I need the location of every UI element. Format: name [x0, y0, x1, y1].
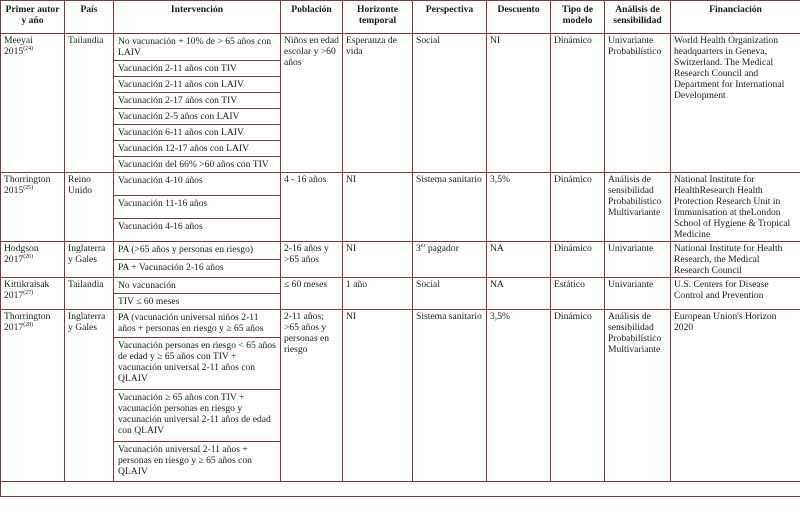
sensitivity-cell: Univariante	[605, 242, 671, 278]
author-year: 2017	[4, 254, 24, 265]
horizon-cell: NI	[343, 310, 413, 482]
header-country: País	[65, 1, 114, 34]
discount-cell: NA	[487, 242, 551, 278]
continuation-cell	[1, 482, 800, 497]
table-row-continuation	[1, 482, 800, 497]
intervention-cell: PA + Vacunación 2-16 años	[114, 260, 281, 278]
reference-number: (24)	[23, 45, 34, 52]
funding-cell: National Institute for Health Research, the Medical Research Council	[671, 242, 800, 278]
population-cell: 4 - 16 años	[281, 173, 343, 242]
country-cell: Tailandia	[65, 34, 114, 173]
intervention-cell: PA (>65 años y personas en riesgo)	[114, 242, 281, 260]
reference-number: (26)	[23, 253, 34, 260]
horizon-cell: NI	[343, 242, 413, 278]
author-name: Kittikraisak	[4, 279, 50, 290]
table-row	[1, 173, 800, 196]
intervention-cell: Vacunación 4-10 años	[114, 173, 281, 196]
funding-cell: European Union's Horizon 2020	[671, 310, 800, 482]
perspective-cell: Social	[413, 278, 487, 310]
header-discount: Descuento	[487, 1, 551, 34]
country-cell: Inglaterra y Gales	[65, 242, 114, 278]
model-cell: Dinámico	[551, 242, 605, 278]
intervention-cell: No vacunación	[114, 278, 281, 294]
intervention-cell: Vacunación universal 2-11 años + personas en riesgo y ≥ 65 años con QLAIV	[114, 442, 281, 482]
author-name: Hodgson	[4, 243, 39, 254]
discount-cell: NA	[487, 278, 551, 310]
model-cell: Dinámico	[551, 173, 605, 242]
table-row	[1, 242, 800, 260]
perspective-cell: Social	[413, 34, 487, 173]
perspective-superscript: er	[420, 242, 426, 249]
funding-cell: U.S. Centers for Disease Control and Prevention	[671, 278, 800, 310]
intervention-cell: No vacunación + 10% de > 65 años con LAIV	[114, 34, 281, 61]
author-name: Thorrington	[4, 174, 51, 185]
reference-number: (25)	[23, 184, 34, 191]
table-row	[1, 278, 800, 294]
horizon-cell: 1 año	[343, 278, 413, 310]
intervention-cell: Vacunación personas en riesgo < 65 años de edad y ≥ 65 años con TIV + vacunación universal 2-11 años con QLAIV	[114, 338, 281, 390]
population-cell: 2-11 años; >65 años y personas en riesgo	[281, 310, 343, 482]
perspective-cell: Sistema sanitario	[413, 173, 487, 242]
header-perspective: Perspectiva	[413, 1, 487, 34]
intervention-cell: Vacunación 2-17 años con TIV	[114, 93, 281, 109]
discount-cell: 3,5%	[487, 310, 551, 482]
author-year: 2017	[4, 322, 24, 333]
author-year: 2017	[4, 290, 24, 301]
table-row	[1, 310, 800, 338]
intervention-cell: Vacunación 4-16 años	[114, 219, 281, 242]
header-horizon: Horizonte temporal	[343, 1, 413, 34]
model-cell: Estático	[551, 278, 605, 310]
author-year: 2015	[4, 185, 24, 196]
perspective-cell: Sistema sanitario	[413, 310, 487, 482]
intervention-cell: Vacunación 2-5 años con LAIV	[114, 109, 281, 125]
author-cell	[1, 242, 65, 278]
model-cell: Dinámico	[551, 34, 605, 173]
discount-cell: NI	[487, 34, 551, 173]
intervention-cell: TIV ≤ 60 meses	[114, 294, 281, 310]
author-cell	[1, 278, 65, 310]
table-row	[1, 34, 800, 61]
country-cell: Inglaterra y Gales	[65, 310, 114, 482]
horizon-cell: NI	[343, 173, 413, 242]
header-row	[1, 1, 800, 34]
reference-number: (27)	[23, 289, 34, 296]
intervention-cell: Vacunación 12-17 años con LAIV	[114, 141, 281, 157]
header-sensitivity: Análisis de sensibilidad	[605, 1, 671, 34]
intervention-cell: Vacunación 6-11 años con LAIV	[114, 125, 281, 141]
intervention-cell: Vacunación ≥ 65 años con TIV + vacunación personas en riesgo y vacunación universal 2-11 años de edad con QLAIV	[114, 390, 281, 442]
author-cell	[1, 310, 65, 482]
model-cell: Dinámico	[551, 310, 605, 482]
population-cell: ≤ 60 meses	[281, 278, 343, 310]
perspective-cell: 3er pagador	[413, 242, 487, 278]
header-intervention: Intervención	[114, 1, 281, 34]
header-population: Población	[281, 1, 343, 34]
discount-cell: 3,5%	[487, 173, 551, 242]
intervention-cell: Vacunación 2-11 años con LAIV	[114, 77, 281, 93]
author-year: 2015	[4, 46, 24, 57]
sensitivity-cell: Univariante Probabilístico	[605, 34, 671, 173]
intervention-cell: Vacunación 2-11 años con TIV	[114, 61, 281, 77]
funding-cell: World Health Organization headquarters in Geneva, Switzerland. The Medical Research Council and Department for International Development	[671, 34, 800, 173]
author-name: Thorrington	[4, 311, 51, 322]
header-author: Primer autor y año	[1, 1, 65, 34]
author-cell	[1, 34, 65, 173]
intervention-cell: Vacunación del 66% >60 años con TIV	[114, 157, 281, 173]
sensitivity-cell: Análisis de sensibilidad Probabilístico Multivariante	[605, 310, 671, 482]
reference-number: (28)	[23, 321, 34, 328]
header-funding: Financiación	[671, 1, 800, 34]
population-cell: 2-16 años y >65 años	[281, 242, 343, 278]
sensitivity-cell: Univariante	[605, 278, 671, 310]
country-cell: Reino Unido	[65, 173, 114, 242]
funding-cell: National Institute for HealthResearch Health Protection Research Unit in Immunisation at theLondon School of Hygiene & Tropical Medicine	[671, 173, 800, 242]
population-cell: Niños en edad escolar y >60 años	[281, 34, 343, 173]
country-cell: Tailandia	[65, 278, 114, 310]
author-cell	[1, 173, 65, 242]
author-name: Meeyai	[4, 35, 33, 46]
intervention-cell: Vacunación 11-16 años	[114, 196, 281, 219]
horizon-cell: Esperanza de vida	[343, 34, 413, 173]
sensitivity-cell: Análisis de sensibilidad Probabilístico Multivariante	[605, 173, 671, 242]
intervention-cell: PA (vacunación universal niños 2-11 años + personas en riesgo y ≥ 65 años	[114, 310, 281, 338]
header-model: Tipo de modelo	[551, 1, 605, 34]
table-body	[1, 34, 800, 497]
